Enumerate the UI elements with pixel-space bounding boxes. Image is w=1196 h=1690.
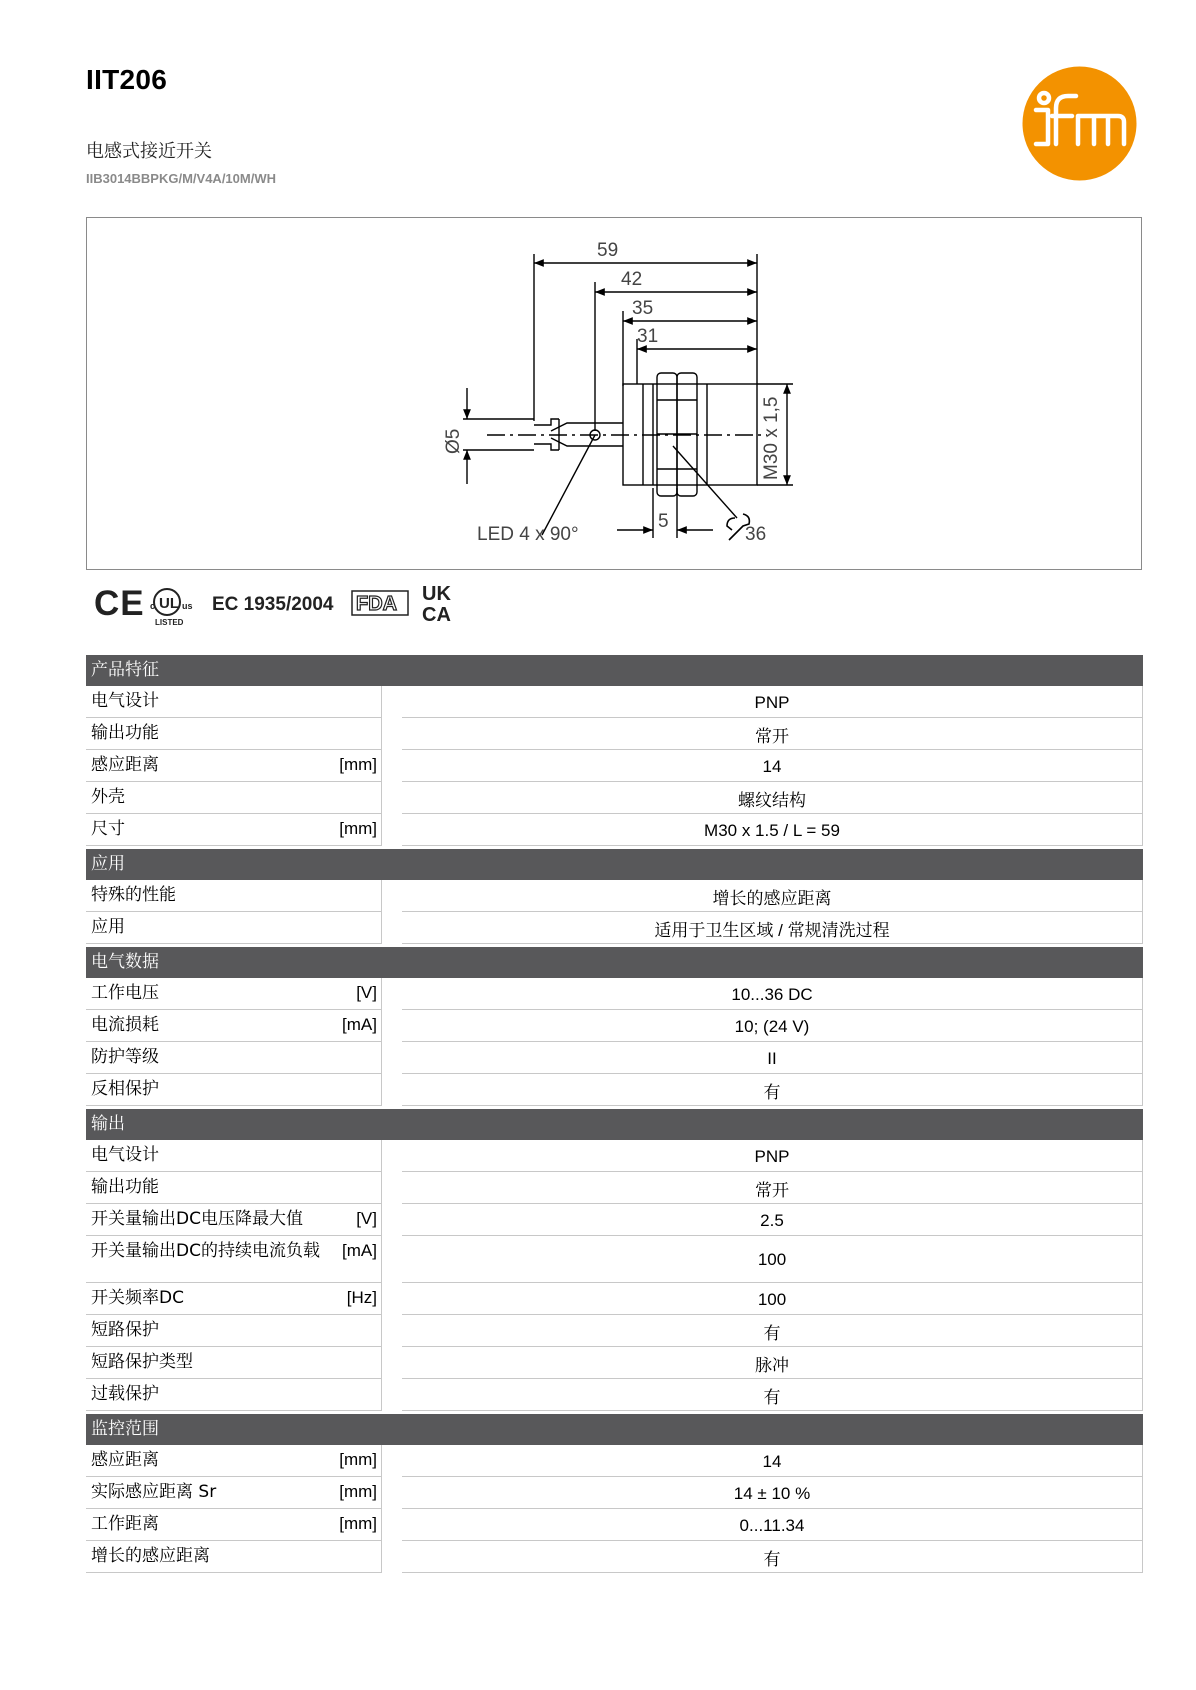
- led-label: LED 4 x 90°: [477, 524, 579, 545]
- certification-marks: [92, 578, 492, 628]
- dim-thread-label: M30 x 1,5: [761, 396, 782, 480]
- row-label: 尺寸: [91, 819, 125, 839]
- table-row: [86, 1283, 1143, 1315]
- row-label: 开关量输出DC电压降最大值: [91, 1209, 303, 1229]
- row-label: 应用: [91, 917, 125, 937]
- row-value: 增长的感应距离: [402, 880, 1143, 912]
- row-unit: [mA]: [342, 1015, 377, 1034]
- dim-35-label: 35: [632, 298, 654, 319]
- dim-42-label: 42: [621, 269, 643, 290]
- row-value: 有: [402, 1379, 1143, 1411]
- table-row: [86, 880, 1143, 912]
- table-row: [86, 1172, 1143, 1204]
- row-value: 14: [402, 750, 1143, 782]
- table-row: [86, 1010, 1143, 1042]
- row-unit: [mm]: [339, 755, 377, 774]
- dim-59-label: 59: [597, 240, 619, 261]
- row-label: 过载保护: [91, 1384, 159, 1404]
- dim-5-label: 5: [658, 511, 669, 532]
- table-row: [86, 782, 1143, 814]
- dim-31-label: 31: [637, 326, 659, 347]
- row-label: 工作电压: [91, 983, 159, 1003]
- product-subtitle: 电感式接近开关: [86, 141, 212, 162]
- row-unit: [V]: [356, 983, 377, 1002]
- fda-label: FDA: [356, 593, 398, 615]
- dimension-drawing: [86, 217, 1142, 570]
- ec-regulation-mark: EC 1935/2004: [212, 594, 334, 615]
- row-value: 100: [402, 1283, 1143, 1315]
- table-row: [86, 1315, 1143, 1347]
- article-number: IIB3014BBPKG/M/V4A/10M/WH: [86, 171, 276, 186]
- section-header-electrical-data: 电气数据: [86, 947, 1143, 978]
- ce-mark: CE: [94, 584, 145, 623]
- ukca-bottom-label: CA: [422, 604, 451, 626]
- fda-mark: [352, 591, 408, 615]
- row-value: 螺纹结构: [402, 782, 1143, 814]
- row-label: 电气设计: [91, 1145, 159, 1165]
- row-label: 工作距离: [91, 1514, 159, 1534]
- spec-table: [86, 655, 1143, 1573]
- row-label: 短路保护类型: [91, 1352, 193, 1372]
- ul-c-label: c: [150, 601, 156, 611]
- row-value: 常开: [402, 1172, 1143, 1204]
- table-row: [86, 1379, 1143, 1411]
- row-unit: [mm]: [339, 1450, 377, 1469]
- row-label: 电流损耗: [91, 1015, 159, 1035]
- row-value: II: [402, 1042, 1143, 1074]
- table-row: [86, 1347, 1143, 1379]
- table-row: [86, 1509, 1143, 1541]
- ukca-mark: [422, 583, 451, 626]
- row-label: 反相保护: [91, 1079, 159, 1099]
- row-label: 输出功能: [91, 723, 159, 743]
- table-row: [86, 1074, 1143, 1106]
- row-label: 感应距离: [91, 755, 159, 775]
- dim-diameter-label: Ø5: [443, 428, 464, 454]
- section-header-outputs: 输出: [86, 1109, 1143, 1140]
- row-label: 开关频率DC: [91, 1288, 184, 1308]
- row-value: PNP: [402, 686, 1143, 718]
- row-value: 10...36 DC: [402, 978, 1143, 1010]
- table-row: [86, 686, 1143, 718]
- row-unit: [Hz]: [346, 1288, 377, 1307]
- row-label: 防护等级: [91, 1047, 159, 1067]
- svg-text:UL: UL: [159, 595, 179, 612]
- table-row: [86, 718, 1143, 750]
- row-value: 14 ± 10 %: [402, 1477, 1143, 1509]
- ul-listed-mark: [150, 589, 193, 627]
- table-row: [86, 1445, 1143, 1477]
- row-label: 外壳: [91, 787, 125, 807]
- row-label: 电气设计: [91, 691, 159, 711]
- row-value: 100: [402, 1236, 1143, 1283]
- row-label: 感应距离: [91, 1450, 159, 1470]
- section-header-features: 产品特征: [86, 655, 1143, 686]
- row-value: 有: [402, 1315, 1143, 1347]
- row-label: 输出功能: [91, 1177, 159, 1197]
- row-unit: [mm]: [339, 1514, 377, 1533]
- row-value: 10; (24 V): [402, 1010, 1143, 1042]
- ukca-top-label: UK: [422, 583, 451, 605]
- ul-listed-label: LISTED: [155, 618, 184, 627]
- table-row: [86, 1236, 1143, 1283]
- row-label: 增长的感应距离: [91, 1546, 210, 1566]
- row-value: 2.5: [402, 1204, 1143, 1236]
- dim-wrench-label: 36: [745, 524, 767, 545]
- row-label: 实际感应距离 Sr: [91, 1482, 217, 1502]
- row-value: M30 x 1.5 / L = 59: [402, 814, 1143, 846]
- row-value: 常开: [402, 718, 1143, 750]
- row-label: 开关量输出DC的持续电流负载: [91, 1241, 320, 1261]
- table-row: [86, 1204, 1143, 1236]
- ul-us-label: us: [182, 601, 193, 611]
- row-value: 0...11.34: [402, 1509, 1143, 1541]
- row-unit: [mm]: [339, 819, 377, 838]
- row-unit: [mA]: [342, 1241, 377, 1260]
- section-header-monitoring-range: 监控范围: [86, 1414, 1143, 1445]
- row-value: 适用于卫生区域 / 常规清洗过程: [402, 912, 1143, 944]
- row-value: 脉冲: [402, 1347, 1143, 1379]
- product-title: IIT206: [86, 64, 168, 95]
- row-value: PNP: [402, 1140, 1143, 1172]
- table-row: [86, 1042, 1143, 1074]
- row-label: 短路保护: [91, 1320, 159, 1340]
- row-value: 14: [402, 1445, 1143, 1477]
- ifm-logo: [1022, 66, 1137, 181]
- table-row: [86, 750, 1143, 782]
- table-row: [86, 912, 1143, 944]
- table-row: [86, 1541, 1143, 1573]
- table-row: [86, 814, 1143, 846]
- row-unit: [V]: [356, 1209, 377, 1228]
- row-label: 特殊的性能: [91, 885, 176, 905]
- section-header-application: 应用: [86, 849, 1143, 880]
- table-row: [86, 1140, 1143, 1172]
- table-row: [86, 1477, 1143, 1509]
- row-value: 有: [402, 1074, 1143, 1106]
- table-row: [86, 978, 1143, 1010]
- row-unit: [mm]: [339, 1482, 377, 1501]
- row-value: 有: [402, 1541, 1143, 1573]
